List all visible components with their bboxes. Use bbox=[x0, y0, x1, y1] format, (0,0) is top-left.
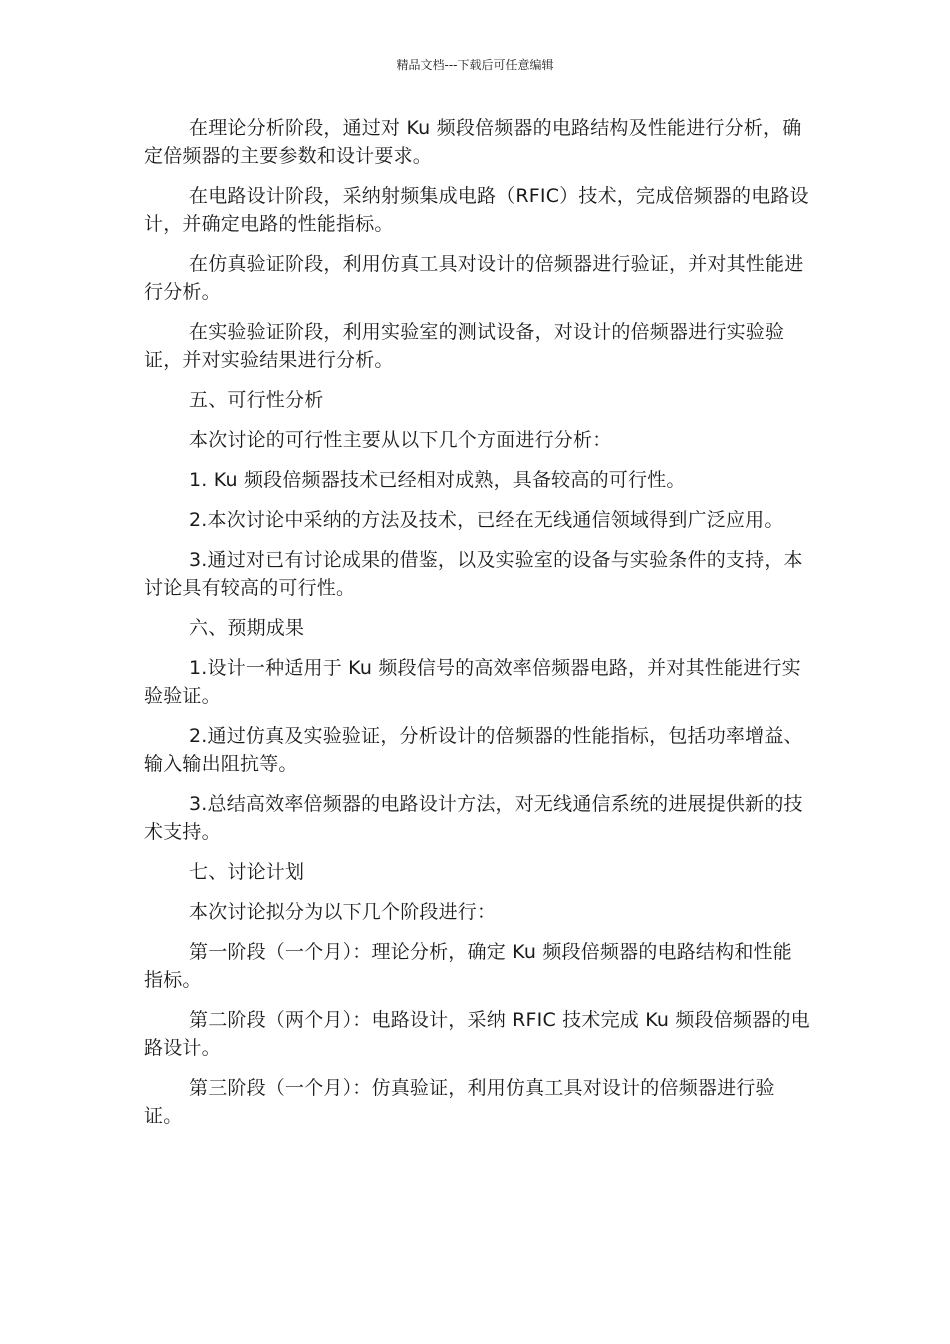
plan-stage-3: 第三阶段（一个月）：仿真验证，利用仿真工具对设计的倍频器进行验证。 bbox=[144, 1077, 775, 1127]
paragraph-experiment: 在实验验证阶段，利用实验室的测试设备，对设计的倍频器进行实验验证，并对实验结果进行分析。 bbox=[144, 321, 785, 371]
list-item-feasibility-1: 1. Ku 频段倍频器技术已经相对成熟，具备较高的可行性。 bbox=[189, 469, 686, 491]
list-item-result-3: 3.总结高效率倍频器的电路设计方法，对无线通信系统的进展提供新的技术支持。 bbox=[144, 793, 803, 843]
document-body bbox=[144, 114, 810, 1142]
paragraph-plan-intro: 本次讨论拟分为以下几个阶段进行： bbox=[189, 901, 497, 923]
list-item-feasibility-2: 2.本次讨论中采纳的方法及技术，已经在无线通信领域得到广泛应用。 bbox=[189, 509, 784, 531]
plan-stage-1: 第一阶段（一个月）：理论分析，确定 Ku 频段倍频器的电路结构和性能指标。 bbox=[144, 941, 792, 991]
paragraph-simulation: 在仿真验证阶段，利用仿真工具对设计的倍频器进行验证，并对其性能进行分析。 bbox=[144, 253, 804, 303]
section-heading-plan: 七、讨论计划 bbox=[189, 861, 305, 883]
section-heading-feasibility: 五、可行性分析 bbox=[189, 389, 324, 411]
page-header: 精品文档---下载后可任意编辑 bbox=[396, 58, 554, 72]
section-heading-expected-results: 六、预期成果 bbox=[189, 617, 305, 639]
list-item-result-2: 2.通过仿真及实验验证，分析设计的倍频器的性能指标，包括功率增益、输入输出阻抗等。 bbox=[144, 725, 803, 775]
list-item-feasibility-3: 3.通过对已有讨论成果的借鉴，以及实验室的设备与实验条件的支持，本讨论具有较高的可行性。 bbox=[144, 549, 803, 599]
paragraph-circuit-design: 在电路设计阶段，采纳射频集成电路（RFIC）技术，完成倍频器的电路设计，并确定电路的性能指标。 bbox=[144, 185, 809, 235]
paragraph-feasibility-intro: 本次讨论的可行性主要从以下几个方面进行分析： bbox=[189, 429, 612, 451]
paragraph-theory-analysis: 在理论分析阶段，通过对 Ku 频段倍频器的电路结构及性能进行分析，确定倍频器的主要参数和设计要求。 bbox=[144, 117, 802, 167]
list-item-result-1: 1.设计一种适用于 Ku 频段信号的高效率倍频器电路，并对其性能进行实验验证。 bbox=[144, 657, 801, 707]
plan-stage-2: 第二阶段（两个月）：电路设计，采纳 RFIC 技术完成 Ku 频段倍频器的电路设计。 bbox=[144, 1009, 810, 1059]
